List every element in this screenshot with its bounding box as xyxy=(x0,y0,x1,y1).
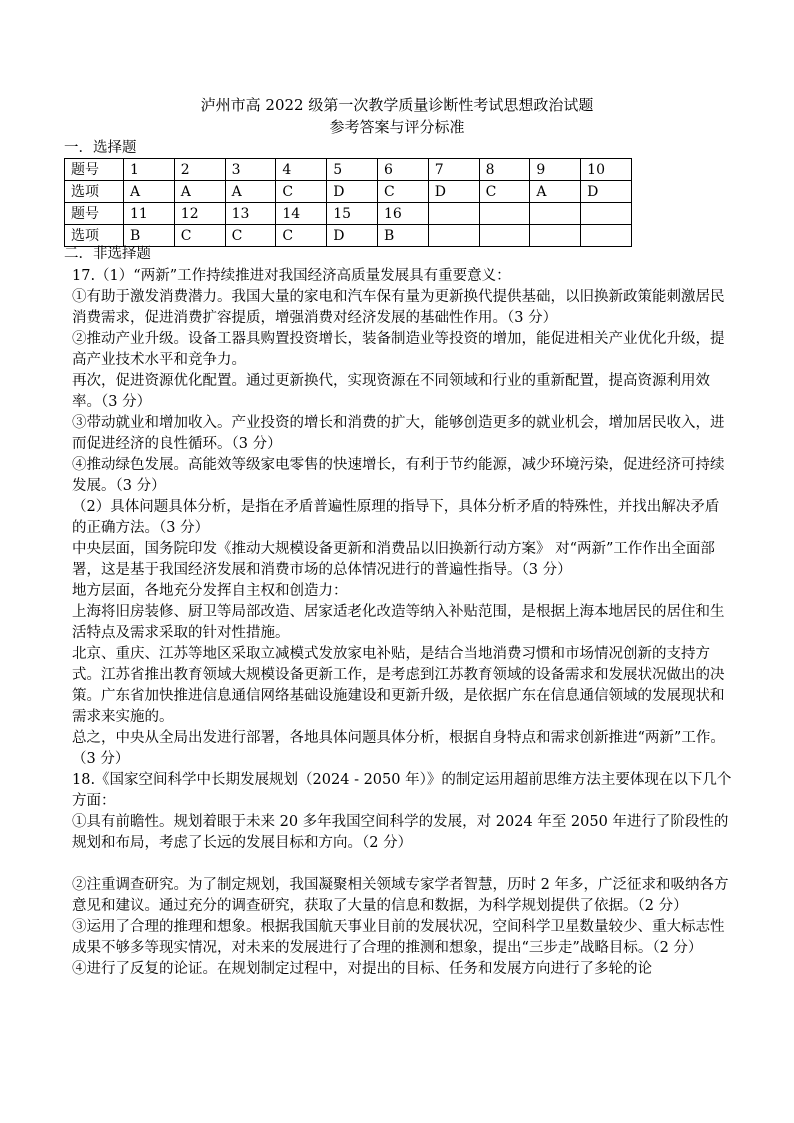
table-row xyxy=(65,159,632,181)
answer-paragraph: ③运用了合理的推理和想象。根据我国航天事业目前的发展状况，空间科学卫星数量较少、重大标志性成果不够多等现实情况，对未来的发展进行了合理的推测和想象，提出“三步走”战略目标。（2 分） xyxy=(72,919,725,956)
table-cell: 2 xyxy=(174,159,225,181)
answer-paragraph: 上海将旧房装修、厨卫等局部改造、居家适老化改造等纳入补贴范围，是根据上海本地居民的居住和生活特点及需求采取的针对性措施。 xyxy=(72,604,725,641)
answer-paragraph: 北京、重庆、江苏等地区采取立减模式发放家电补贴，是结合当地消费习惯和市场情况创新的支持方式。江苏省推出教育领域大规模设备更新工作，是考虑到江苏教育领域的设备需求和发展状况做出的决策。广东省加快推进信息通信网络基础设施建设和更新升级，是依据广东在信息通信领域的发展现状和需求来实施的。 xyxy=(72,646,725,725)
section-heading-choice: 一．选择题 xyxy=(64,140,137,156)
table-cell: 题号 xyxy=(65,203,124,225)
table-cell xyxy=(428,225,479,247)
table-cell: C xyxy=(377,181,428,203)
table-cell: 7 xyxy=(428,159,479,181)
table-row xyxy=(65,203,632,225)
table-cell: D xyxy=(581,181,632,203)
section-heading-nonchoice: 二．非选择题 xyxy=(64,246,151,262)
table-cell: 13 xyxy=(225,203,276,225)
table-cell xyxy=(581,225,632,247)
table-cell: 5 xyxy=(327,159,378,181)
table-cell: B xyxy=(377,225,428,247)
answer-paragraph: ④进行了反复的论证。在规划制定过程中，对提出的目标、任务和发展方向进行了多轮的论 xyxy=(72,961,652,977)
table-cell: 8 xyxy=(479,159,530,181)
answer-paragraph: ③带动就业和增加收入。产业投资的增长和消费的扩大，能够创造更多的就业机会，增加居民收入，进而促进经济的良性循环。（3 分） xyxy=(72,415,725,452)
answer-paragraph: ②注重调查研究。为了制定规划，我国凝聚相关领域专家学者智慧，历时 2 年多，广泛征求和吸纳各方意见和建议。通过充分的调查研究，获取了大量的信息和数据，为科学规划提供了依据。（2 分） xyxy=(72,877,729,914)
table-cell: 16 xyxy=(377,203,428,225)
answer-table xyxy=(64,158,632,247)
table-cell xyxy=(530,203,581,225)
table-cell: 1 xyxy=(124,159,175,181)
table-cell: B xyxy=(124,225,175,247)
table-cell: 9 xyxy=(530,159,581,181)
answer-paragraph: ①具有前瞻性。规划着眼于未来 20 多年我国空间科学的发展，对 2024 年至 2050 年进行了阶段性的规划和布局，考虑了长远的发展目标和方向。（2 分） xyxy=(72,814,729,851)
table-cell: 15 xyxy=(327,203,378,225)
table-cell: 题号 xyxy=(65,159,124,181)
answer-paragraph: ①有助于激发消费潜力。我国大量的家电和汽车保有量为更新换代提供基础，以旧换新政策能刺激居民消费需求，促进消费扩容提质，增强消费对经济发展的基础性作用。（3 分） xyxy=(72,289,725,326)
question-18-heading: 18.《国家空间科学中长期发展规划（2024 - 2050 年）》的制定运用超前思维方法主要体现在以下几个方面： xyxy=(72,772,732,809)
table-cell: C xyxy=(276,181,327,203)
table-cell: A xyxy=(174,181,225,203)
table-cell: 选项 xyxy=(65,181,124,203)
table-cell: C xyxy=(225,225,276,247)
table-cell: 4 xyxy=(276,159,327,181)
table-cell xyxy=(530,225,581,247)
table-cell: 14 xyxy=(276,203,327,225)
answer-paragraph: 地方层面，各地充分发挥自主权和创造力： xyxy=(72,583,348,599)
answer-paragraph: （2）具体问题具体分析，是指在矛盾普遍性原理的指导下，具体分析矛盾的特殊性，并找出解决矛盾的正确方法。（3 分） xyxy=(72,499,720,536)
table-cell: 3 xyxy=(225,159,276,181)
answer-paragraph: 中央层面，国务院印发《推动大规模设备更新和消费品以旧换新行动方案》 对“两新”工作作出全面部署，这是基于我国经济发展和消费市场的总体情况进行的普遍性指导。（3 分） xyxy=(72,541,715,578)
table-cell: A xyxy=(225,181,276,203)
table-row xyxy=(65,225,632,247)
table-cell: 10 xyxy=(581,159,632,181)
table-cell: 11 xyxy=(124,203,175,225)
answer-paragraph: 总之，中央从全局出发进行部署，各地具体问题具体分析，根据自身特点和需求创新推进“两新”工作。（3 分） xyxy=(72,730,725,767)
table-row xyxy=(65,181,632,203)
answer-body xyxy=(72,266,732,980)
table-cell: 12 xyxy=(174,203,225,225)
table-cell xyxy=(581,203,632,225)
table-cell: 选项 xyxy=(65,225,124,247)
table-cell xyxy=(479,225,530,247)
answer-paragraph: ④推动绿色发展。高能效等级家电零售的快速增长，有利于节约能源，减少环境污染，促进经济可持续发展。（3 分） xyxy=(72,457,725,494)
question-17-heading: 17.（1）“两新”工作持续推进对我国经济高质量发展具有重要意义： xyxy=(72,268,511,284)
table-cell xyxy=(479,203,530,225)
table-cell: A xyxy=(124,181,175,203)
table-cell: C xyxy=(479,181,530,203)
table-cell: C xyxy=(276,225,327,247)
table-cell: 6 xyxy=(377,159,428,181)
table-cell: D xyxy=(327,181,378,203)
table-cell xyxy=(428,203,479,225)
table-cell: D xyxy=(327,225,378,247)
answer-paragraph: 再次，促进资源优化配置。通过更新换代，实现资源在不同领域和行业的重新配置，提高资源利用效率。（3 分） xyxy=(72,373,710,410)
table-cell: D xyxy=(428,181,479,203)
table-cell: C xyxy=(174,225,225,247)
document-title: 泸州市高 2022 级第一次教学质量诊断性考试思想政治试题 xyxy=(200,96,594,114)
table-cell: A xyxy=(530,181,581,203)
document-subtitle: 参考答案与评分标准 xyxy=(329,118,465,136)
answer-paragraph: ②推动产业升级。设备工器具购置投资增长，装备制造业等投资的增加，能促进相关产业优化升级，提高产业技术水平和竞争力。 xyxy=(72,331,725,368)
